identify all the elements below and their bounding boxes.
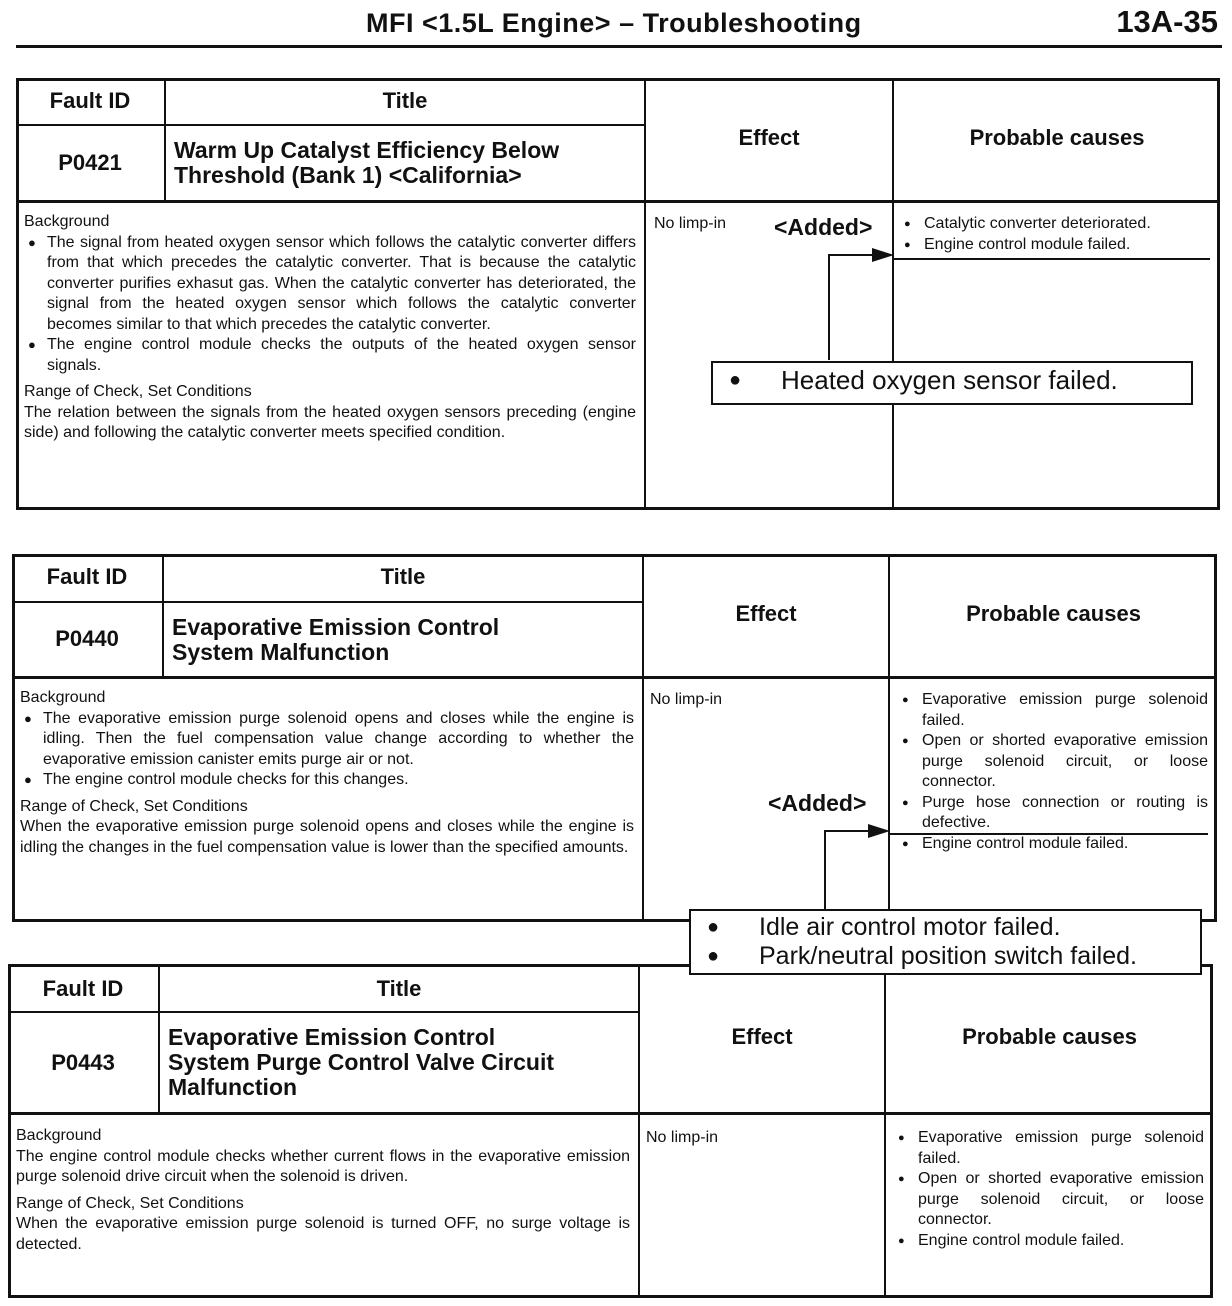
added-item: Park/neutral position switch failed. — [759, 942, 1137, 970]
fault-title-line: Threshold (Bank 1) <California> — [174, 162, 522, 188]
background-section — [16, 1126, 630, 1255]
fault-table-p0440 — [12, 554, 1217, 922]
added-callout — [711, 361, 1193, 405]
background-item: ● The signal from heated oxygen sensor which follows the catalytic converter differs from that which precedes the catalytic converter. That is because the catalytic converter purifies exhasut gas. When the catalytic converter has deteriorated, the signal from the heated oxygen sensor which follows the catalytic converter becomes similar to that which precedes the catalytic converter. — [24, 233, 636, 336]
causes-list — [896, 690, 1208, 854]
background-item: ● The evaporative emission purge solenoid opens and closes while the engine is idling. Then the fuel compensation value change according to whether the evaporative emission canister emits purge air or not. — [20, 709, 634, 771]
causes-list — [898, 214, 1212, 255]
cause-item: ● Engine control module failed. — [896, 834, 1208, 855]
effect-text: No limp-in — [646, 1129, 719, 1146]
fault-id: P0440 — [55, 626, 119, 651]
fault-title-line: Evaporative Emission Control — [168, 1024, 496, 1050]
cause-item: ● Engine control module failed. — [892, 1231, 1204, 1252]
background-item: ● The engine control module checks for this changes. — [20, 770, 634, 791]
effect-text: No limp-in — [654, 215, 727, 232]
col-header-causes: Probable causes — [966, 601, 1141, 626]
range-text: The relation between the signals from the heated oxygen sensors preceding (engine side) and following the catalytic converter meets specified condition. — [24, 403, 636, 441]
cause-item: ● Open or shorted evaporative emission purge solenoid circuit, or loose connector. — [892, 1169, 1204, 1231]
bullet-icon: ● — [707, 945, 720, 967]
added-item: Heated oxygen sensor failed. — [781, 365, 1118, 395]
range-label: Range of Check, Set Conditions — [20, 797, 248, 815]
col-header-title: Title — [382, 88, 428, 113]
cause-item: ● Engine control module failed. — [898, 235, 1212, 256]
cause-item: ● Catalytic converter deteriorated. — [898, 214, 1212, 235]
page-number: 13A-35 — [1116, 4, 1218, 39]
col-header-effect: Effect — [731, 1024, 793, 1049]
range-text: When the evaporative emission purge solenoid opens and closes while the engine is idling the changes in the fuel compensation value is lower than the specified amounts. — [20, 818, 634, 856]
added-item: Idle air control motor failed. — [759, 913, 1061, 941]
causes-list — [892, 1128, 1204, 1251]
fault-table-p0421 — [16, 78, 1220, 510]
background-text: The engine control module checks whether current flows in the evaporative emission purge solenoid drive circuit when the solenoid is driven. — [16, 1147, 630, 1185]
col-header-causes: Probable causes — [962, 1024, 1137, 1049]
bullet-icon: ● — [707, 916, 720, 938]
background-label: Background — [24, 213, 110, 230]
added-callout — [689, 909, 1202, 975]
added-label: <Added> — [768, 790, 867, 816]
col-header-fault-id: Fault ID — [46, 564, 128, 589]
background-label: Background — [16, 1127, 102, 1144]
cause-item: ● Evaporative emission purge solenoid failed. — [896, 690, 1208, 731]
range-text: When the evaporative emission purge solenoid is turned OFF, no surge voltage is detected. — [16, 1215, 630, 1253]
fault-title-line: Warm Up Catalyst Efficiency Below — [174, 137, 560, 163]
cause-item: ● Evaporative emission purge solenoid failed. — [892, 1128, 1204, 1169]
range-label: Range of Check, Set Conditions — [16, 1194, 244, 1212]
col-header-causes: Probable causes — [969, 125, 1145, 150]
fault-title — [168, 138, 644, 188]
col-header-fault-id: Fault ID — [49, 88, 131, 113]
effect-text: No limp-in — [650, 691, 723, 708]
col-header-title: Title — [376, 976, 422, 1001]
fault-table-p0443 — [8, 964, 1213, 1298]
col-header-effect: Effect — [735, 601, 797, 626]
arrow-icon — [868, 824, 890, 838]
cause-item: ● Open or shorted evaporative emission purge solenoid circuit, or loose connector. — [896, 731, 1208, 793]
fault-title-line: System Malfunction — [172, 639, 390, 665]
fault-title-line: Evaporative Emission Control — [172, 614, 500, 640]
background-section — [24, 212, 636, 444]
arrow-icon — [872, 248, 894, 262]
page-header — [16, 4, 1222, 48]
page-title: MFI <1.5L Engine> – Troubleshooting — [366, 8, 862, 38]
fault-title-line: System Purge Control Valve Circuit — [168, 1049, 555, 1075]
cause-item: ● Purge hose connection or routing is defective. — [896, 793, 1208, 834]
range-label: Range of Check, Set Conditions — [24, 383, 252, 400]
col-header-title: Title — [380, 564, 426, 589]
background-label: Background — [20, 689, 106, 706]
fault-title — [162, 1025, 638, 1100]
fault-title-line: Malfunction — [168, 1074, 298, 1100]
background-section — [20, 688, 634, 858]
fault-id: P0421 — [58, 150, 122, 175]
background-item: ● The engine control module checks the outputs of the heated oxygen sensor signals. — [24, 335, 636, 376]
col-header-fault-id: Fault ID — [42, 976, 124, 1001]
added-label: <Added> — [774, 214, 873, 240]
fault-id: P0443 — [51, 1050, 115, 1075]
bullet-icon: ● — [729, 369, 742, 391]
fault-title — [166, 615, 642, 665]
col-header-effect: Effect — [738, 125, 800, 150]
